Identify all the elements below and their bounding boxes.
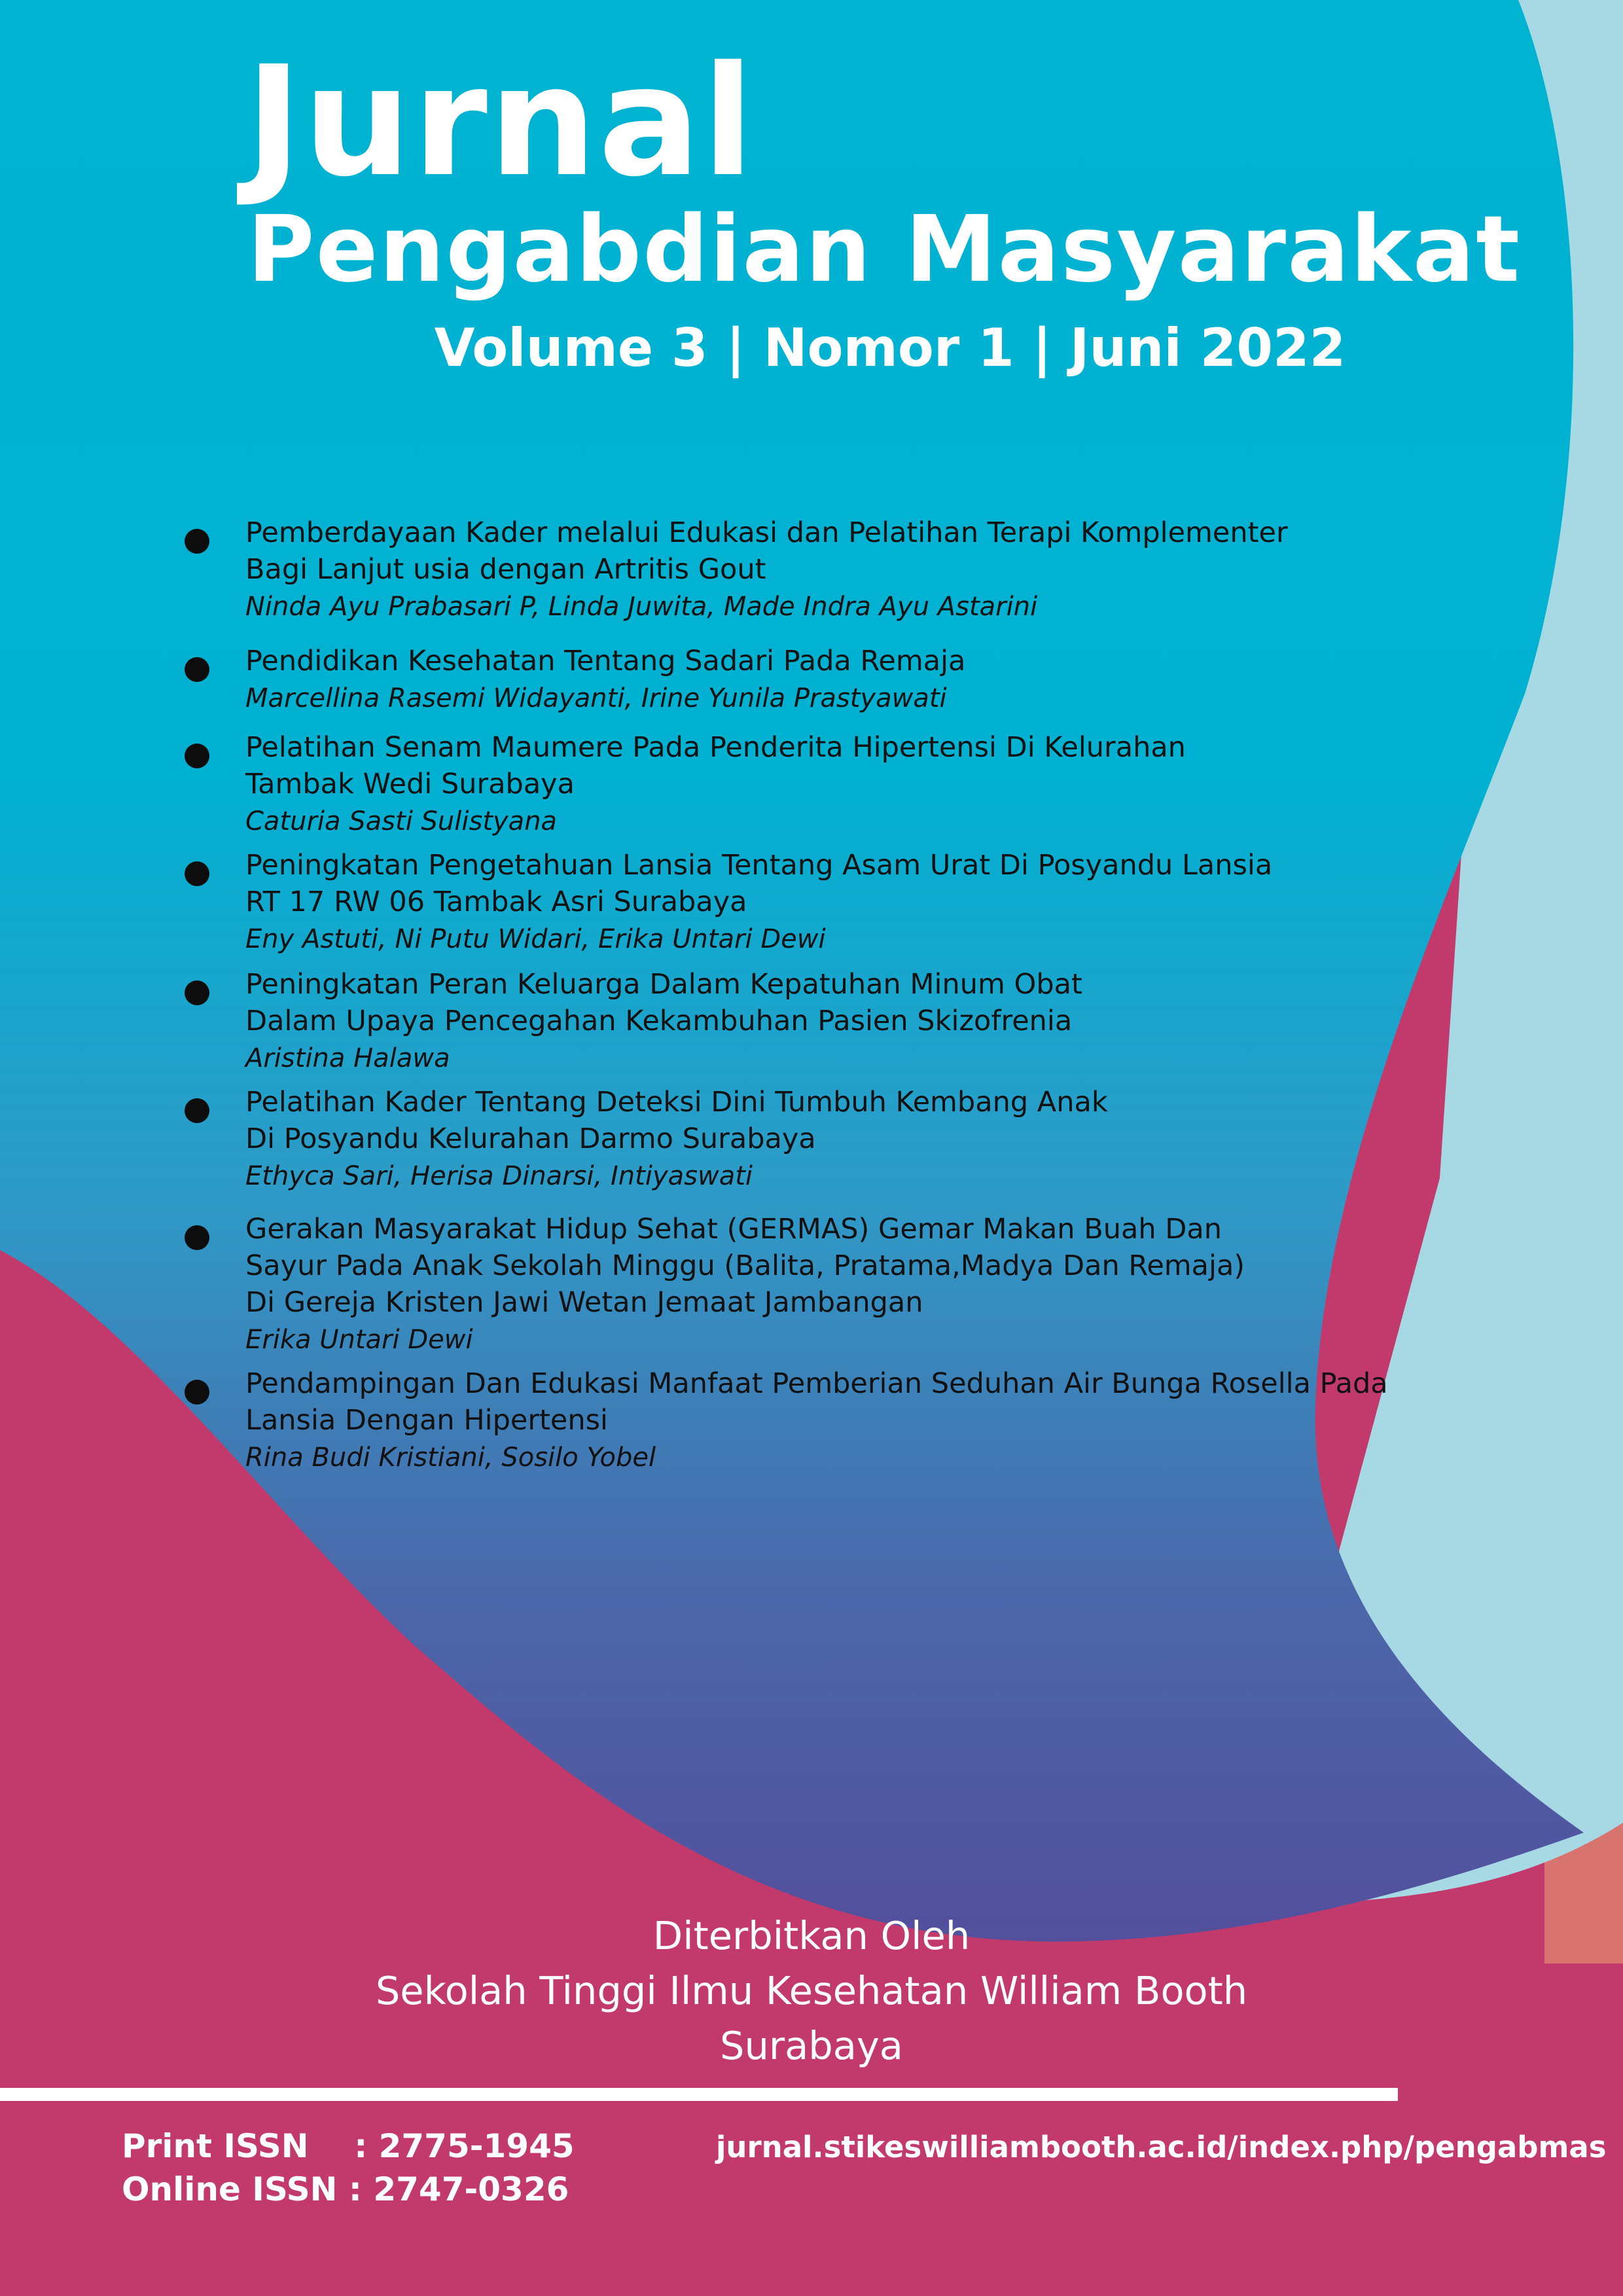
toc-item xyxy=(245,1211,1489,1359)
journal-url[interactable]: jurnal.stikeswilliambooth.ac.id/index.php/pengabmas xyxy=(716,2130,1607,2164)
article-authors: Aristina Halawa xyxy=(245,1043,450,1073)
toc-item xyxy=(245,643,1489,717)
bullet-icon xyxy=(185,1098,209,1123)
article-title: Pemberdayaan Kader melalui Edukasi dan Pelatihan Terapi Komplementer Bagi Lanjut usia dengan Artritis Gout xyxy=(245,516,1288,586)
article-authors: Eny Astuti, Ni Putu Widari, Erika Untari Dewi xyxy=(245,924,826,954)
bullet-icon xyxy=(185,657,209,682)
article-authors: Caturia Sasti Sulistyana xyxy=(245,806,558,836)
toc-item xyxy=(245,847,1489,958)
article-title: Gerakan Masyarakat Hidup Sehat (GERMAS) Gemar Makan Buah Dan Sayur Pada Anak Sekolah Minggu (Balita, Pratama,Madya Dan Remaja) Di Gereja Kristen Jawi Wetan Jemaat Jambangan xyxy=(245,1213,1245,1319)
bullet-icon xyxy=(185,744,209,768)
bullet-icon xyxy=(185,529,209,554)
toc-item xyxy=(245,729,1489,840)
print-issn: Print ISSN : 2775-1945 xyxy=(122,2127,575,2165)
toc-item xyxy=(245,1365,1489,1477)
article-authors: Rina Budi Kristiani, Sosilo Yobel xyxy=(245,1443,656,1473)
article-authors: Erika Untari Dewi xyxy=(245,1325,473,1355)
toc-item xyxy=(245,966,1489,1077)
article-title: Pendampingan Dan Edukasi Manfaat Pemberian Seduhan Air Bunga Rosella Pada Lansia Dengan Hipertensi xyxy=(245,1367,1388,1437)
toc-item xyxy=(245,514,1489,626)
bullet-icon xyxy=(185,1225,209,1250)
article-title: Pendidikan Kesehatan Tentang Sadari Pada Remaja xyxy=(245,645,966,677)
footer-divider xyxy=(0,2088,1398,2101)
publisher-name: Sekolah Tinggi Ilmu Kesehatan William Booth xyxy=(375,1968,1248,2013)
issue-info: Volume 3 | Nomor 1 | Juni 2022 xyxy=(434,317,1346,378)
article-authors: Marcellina Rasemi Widayanti, Irine Yunila Prastyawati xyxy=(245,683,947,713)
article-authors: Ethyca Sari, Herisa Dinarsi, Intiyaswati xyxy=(245,1161,753,1191)
bullet-icon xyxy=(185,861,209,886)
article-authors: Ninda Ayu Prabasari P, Linda Juwita, Made Indra Ayu Astarini xyxy=(245,592,1038,622)
article-title: Peningkatan Peran Keluarga Dalam Kepatuhan Minum Obat Dalam Upaya Pencegahan Kekambuhan Pasien Skizofrenia xyxy=(245,968,1082,1037)
online-issn: Online ISSN : 2747-0326 xyxy=(122,2170,569,2208)
bullet-icon xyxy=(185,1380,209,1405)
publisher-city: Surabaya xyxy=(720,2023,903,2068)
journal-title: Jurnal xyxy=(245,33,756,210)
journal-subtitle: Pengabdian Masyarakat xyxy=(247,196,1522,303)
article-title: Peningkatan Pengetahuan Lansia Tentang Asam Urat Di Posyandu Lansia RT 17 RW 06 Tambak Asri Surabaya xyxy=(245,849,1273,918)
publisher-label: Diterbitkan Oleh xyxy=(652,1913,971,1958)
article-title: Pelatihan Senam Maumere Pada Penderita Hipertensi Di Kelurahan Tambak Wedi Surabaya xyxy=(245,731,1186,800)
toc-item xyxy=(245,1084,1489,1195)
article-title: Pelatihan Kader Tentang Deteksi Dini Tumbuh Kembang Anak Di Posyandu Kelurahan Darmo Surabaya xyxy=(245,1086,1108,1155)
bullet-icon xyxy=(185,980,209,1005)
